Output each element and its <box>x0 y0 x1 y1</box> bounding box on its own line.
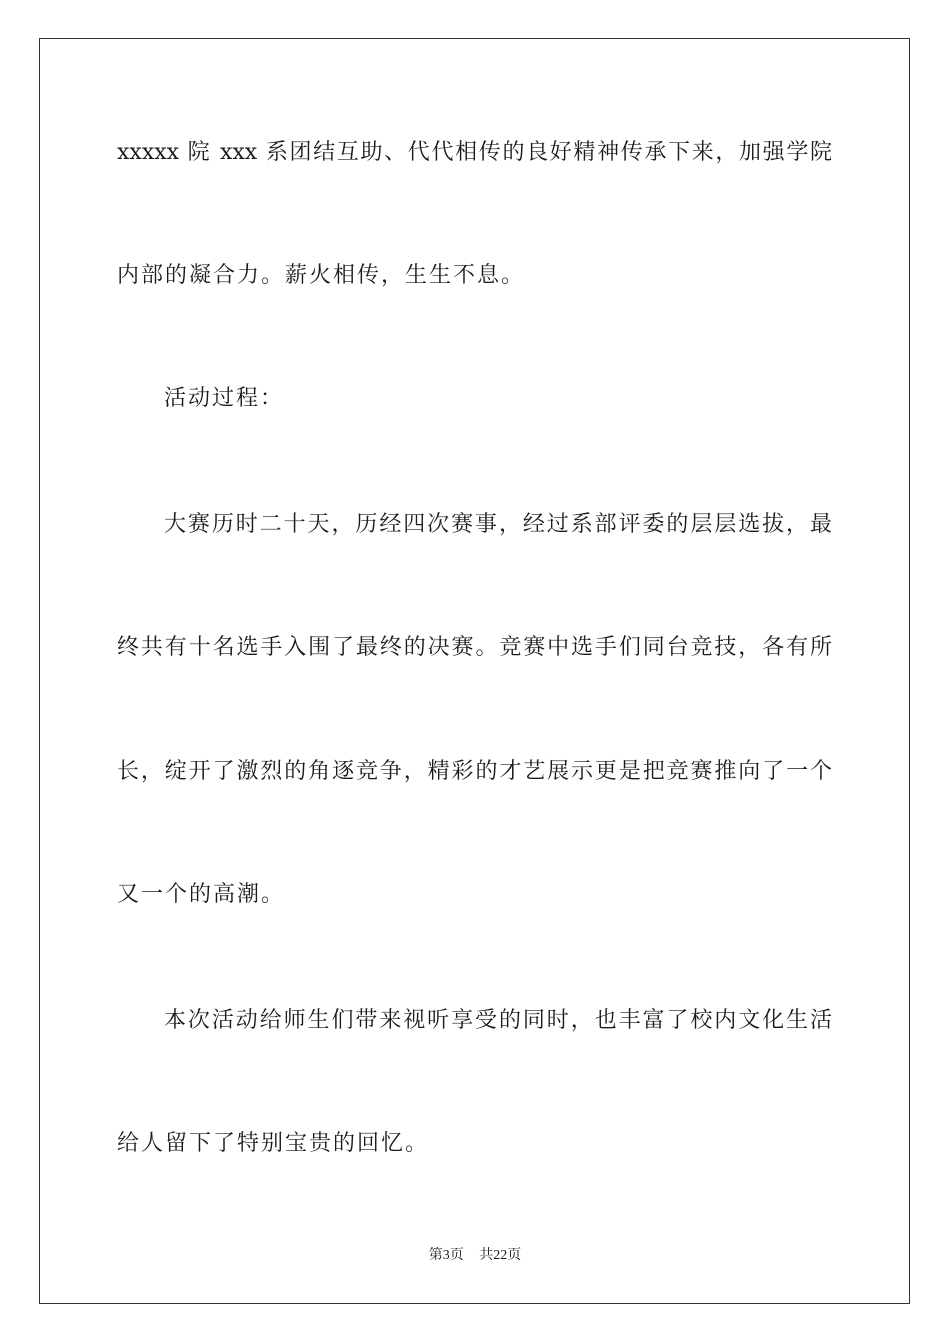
text-line: xxxxx 院 xxx 系团结互助、代代相传的良好精神传承下来，加强学院 <box>117 140 832 165</box>
text-line: 又一个的高潮。 <box>117 882 286 907</box>
text-line: 给人留下了特别宝贵的回忆。 <box>117 1131 430 1156</box>
page-border <box>39 38 910 1304</box>
text-line: 内部的凝合力。薪火相传，生生不息。 <box>117 263 526 288</box>
page-total: 共22页 <box>479 1248 522 1263</box>
page-footer <box>0 1246 950 1266</box>
page-number: 第3页 <box>428 1248 464 1263</box>
text-line: 本次活动给师生们带来视听享受的同时，也丰富了校内文化生活 <box>164 1008 832 1033</box>
text-line: 大赛历时二十天，历经四次赛事，经过系部评委的层层选拔，最 <box>164 512 832 537</box>
text-line: 长，绽开了激烈的角逐竞争，精彩的才艺展示更是把竞赛推向了一个 <box>117 759 832 784</box>
section-heading: 活动过程： <box>164 386 285 411</box>
text-line: 终共有十名选手入围了最终的决赛。竞赛中选手们同台竞技，各有所 <box>117 635 832 660</box>
